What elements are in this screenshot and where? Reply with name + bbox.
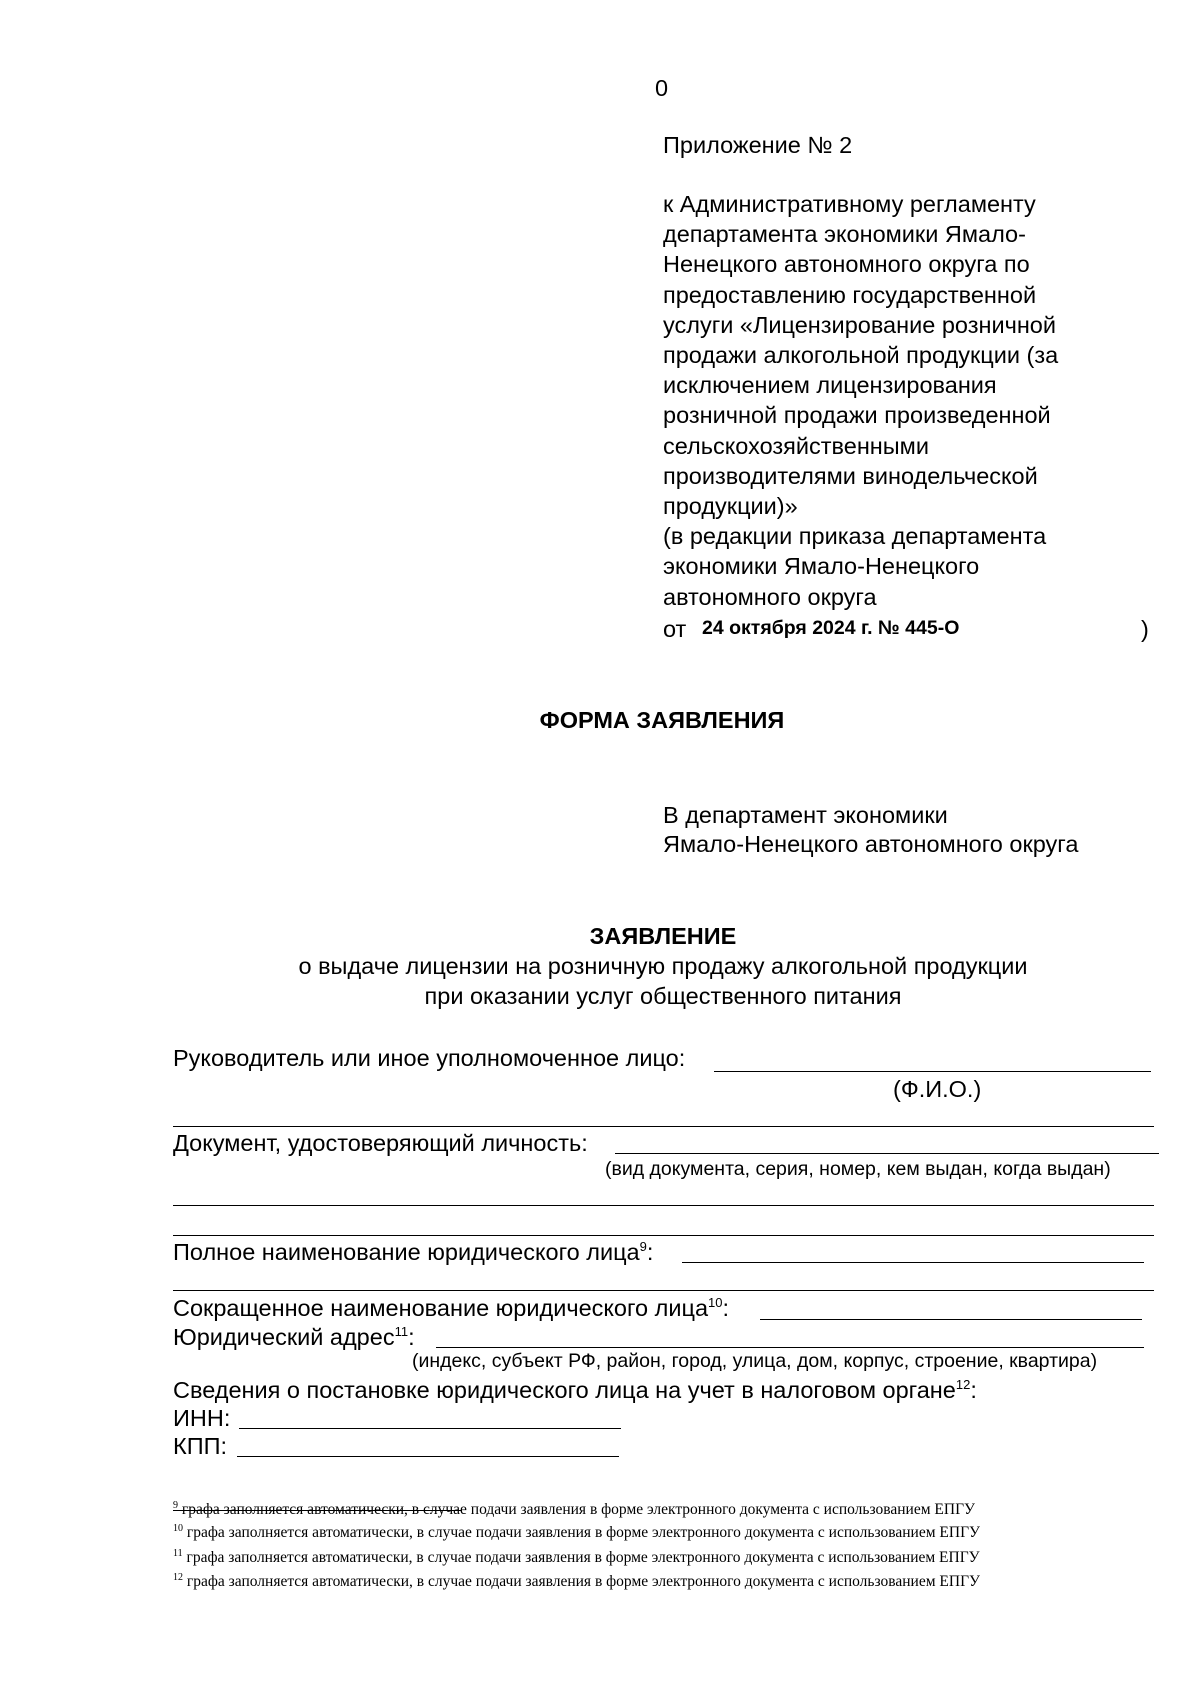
footnote-text: графа заполняется автоматически, в случае подачи заявления в форме электронного документа с использованием ЕПГУ xyxy=(181,1501,976,1518)
footnote-text: графа заполняется автоматически, в случае подачи заявления в форме электронного документа с использованием ЕПГУ xyxy=(186,1573,981,1590)
appendix-line: к Административному регламенту xyxy=(663,191,1036,217)
addressee-line-1: В департамент экономики xyxy=(663,802,948,828)
footnote-text: графа заполняется автоматически, в случае подачи заявления в форме электронного документа с использованием ЕПГУ xyxy=(186,1524,981,1541)
order-value: 24 октября 2024 г. № 445-О xyxy=(702,617,960,639)
tax-label: Сведения о постановке юридического лица на учет в налоговом органе$^{12}$: xyxy=(173,1377,977,1403)
fio-hint: (Ф.И.О.) xyxy=(893,1076,982,1102)
kpp-field[interactable] xyxy=(237,1456,619,1457)
appendix-line: продукции)» xyxy=(663,493,798,520)
footnote xyxy=(173,1573,980,1591)
page-number: 0 xyxy=(655,75,669,101)
doc-continuation-field-2[interactable] xyxy=(173,1235,1154,1236)
address-label: Юридический адрес$^{11}$: xyxy=(173,1324,415,1350)
short-name-label-text: Сокращенное наименование юридического лица xyxy=(173,1295,709,1321)
appendix-line: розничной продажи произведенной xyxy=(663,402,1051,429)
inn-field[interactable] xyxy=(239,1428,621,1429)
appendix-line: экономики Ямало-Ненецкого xyxy=(663,553,980,580)
appendix-line: услуги «Лицензирование розничной xyxy=(663,311,1056,338)
appendix-line: продажи алкогольной продукции (за xyxy=(663,342,1059,369)
head-fio-field[interactable] xyxy=(714,1071,1151,1072)
appendix-line: производителями винодельческой xyxy=(663,462,1038,489)
address-hint: (индекс, субъект РФ, район, город, улица, дом, корпус, строение, квартира) xyxy=(412,1350,1098,1372)
order-close-paren: ) xyxy=(1141,616,1149,642)
appendix-line: сельскохозяйственными xyxy=(663,432,929,459)
appendix-line: предоставлению государственной xyxy=(663,281,1037,308)
full-name-label: Полное наименование юридического лица$^9$: xyxy=(173,1239,654,1265)
footnote-ref-10: 10 xyxy=(708,1295,723,1311)
address-field[interactable] xyxy=(436,1347,1144,1348)
form-title: ФОРМА ЗАЯВЛЕНИЯ xyxy=(539,707,785,733)
footnote-ref-12: 12 xyxy=(955,1377,971,1393)
appendix-line: автономного округа xyxy=(663,583,877,610)
application-subtitle-1: о выдаче лицензии на розничную продажу алкогольной продукции xyxy=(298,953,1028,979)
order-prefix: от xyxy=(663,616,687,642)
footnote-number: 9 xyxy=(173,1499,178,1511)
appendix-title: Приложение № 2 xyxy=(663,132,853,158)
full-name-continuation-field[interactable] xyxy=(173,1290,1154,1291)
inn-label: ИНН: xyxy=(173,1405,231,1431)
short-name-field[interactable] xyxy=(760,1319,1142,1320)
appendix-reference xyxy=(663,189,1058,612)
full-name-label-text: Полное наименование юридического лица xyxy=(173,1239,640,1265)
doc-hint: (вид документа, серия, номер, кем выдан, когда выдан) xyxy=(605,1158,1111,1180)
footnote xyxy=(173,1501,975,1519)
appendix-line: Ненецкого автономного округа по xyxy=(663,251,1030,278)
doc-label: Документ, удостоверяющий личность: xyxy=(173,1130,588,1156)
footnote-number: 12 xyxy=(173,1571,183,1583)
tax-label-text: Сведения о постановке юридического лица на учет в налоговом органе xyxy=(173,1377,956,1403)
footnote xyxy=(173,1524,980,1542)
footnote-number: 10 xyxy=(173,1522,183,1534)
application-subtitle-2: при оказании услуг общественного питания xyxy=(424,983,902,1009)
appendix-line: департамента экономики Ямало- xyxy=(663,221,1026,248)
full-name-field[interactable] xyxy=(682,1262,1144,1263)
addressee-line-2: Ямало-Ненецкого автономного округа xyxy=(663,831,1079,857)
application-title: ЗАЯВЛЕНИЕ xyxy=(589,923,737,949)
footnote xyxy=(173,1549,980,1567)
doc-continuation-field[interactable] xyxy=(173,1205,1154,1206)
footnote-ref-11: 11 xyxy=(394,1324,409,1340)
footnote-number: 11 xyxy=(173,1547,183,1559)
head-label: Руководитель или иное уполномоченное лицо: xyxy=(173,1045,686,1071)
head-continuation-field[interactable] xyxy=(173,1126,1154,1127)
footnote-ref-9: 9 xyxy=(639,1239,647,1255)
kpp-label: КПП: xyxy=(173,1433,227,1459)
footnote-text: графа заполняется автоматически, в случае подачи заявления в форме электронного документа с использованием ЕПГУ xyxy=(186,1549,980,1566)
short-name-label: Сокращенное наименование юридического лица$^{10}$: xyxy=(173,1295,730,1321)
doc-field[interactable] xyxy=(615,1153,1159,1154)
appendix-line: (в редакции приказа департамента xyxy=(663,523,1047,550)
appendix-line: исключением лицензирования xyxy=(663,372,997,399)
address-label-text: Юридический адрес xyxy=(173,1324,395,1350)
